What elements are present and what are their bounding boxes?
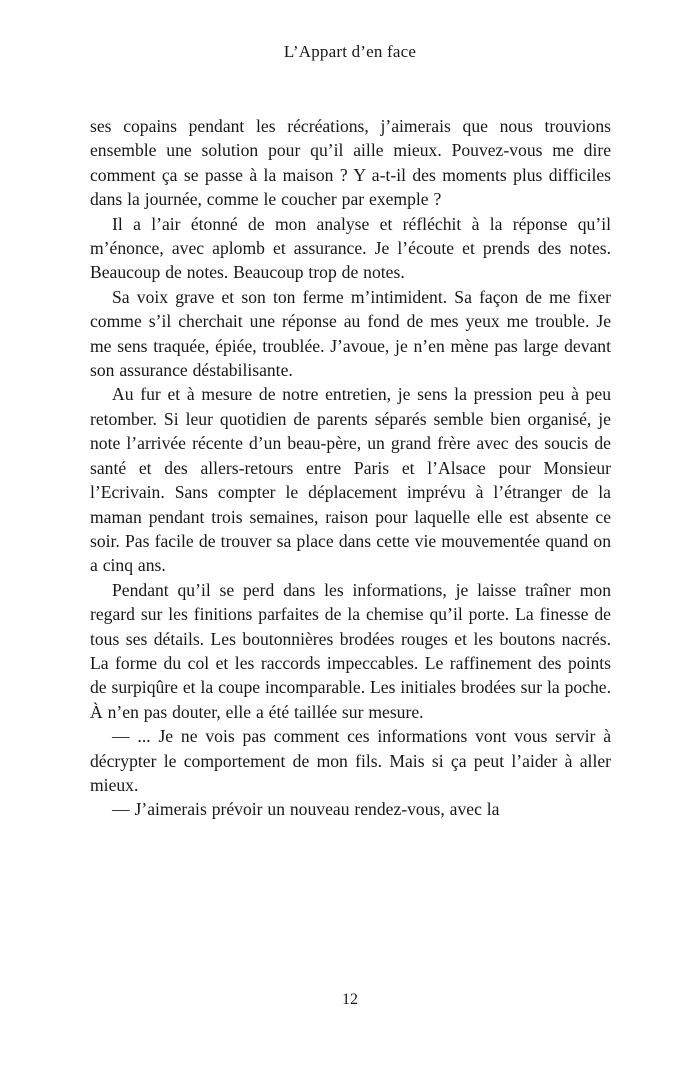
paragraph: Sa voix grave et son ton ferme m’intimident. Sa façon de me fixer comme s’il cherchait une réponse au fond de mes yeux me trouble. Je me sens traquée, épiée, troublée. J’avoue, je n’en mène pas large devant son assurance déstabilisante. (90, 286, 611, 381)
paragraph: Il a l’air étonné de mon analyse et réfléchit à la réponse qu’il m’énonce, avec aplomb et assurance. Je l’écoute et prends des notes. Beaucoup de notes. Beaucoup trop de notes. (90, 213, 611, 283)
paragraph-dialogue: — ... Je ne vois pas comment ces informations vont vous servir à décrypter le comportement de mon fils. Mais si ça peut l’aider à aller mieux. (90, 726, 611, 795)
paragraph: Pendant qu’il se perd dans les informations, je laisse traîner mon regard sur les finitions parfaites de la chemise qu’il porte. La finesse de tous ses détails. Les boutonnières brodées rouges et les boutons nacrés. La forme du col et les raccords impeccables. Le raffinement des points de surpiqûre et la coupe incomparable. Les initiales brodées sur la poche. À n’en pas douter, elle a été taillée sur mesure. (90, 579, 611, 722)
running-header-title: L’Appart d’en face (283, 42, 417, 61)
paragraph-continuation: ses copains pendant les récréations, j’aimerais que nous trouvions ensemble une solution pour qu’il aille mieux. Pouvez-vous me dire comment ça se passe à la maison ? Y a-t-il des moments plus difficiles dans la journée, comme le coucher par exemple ? (90, 116, 611, 210)
paragraph-dialogue: — J’aimerais prévoir un nouveau rendez-vous, avec la (112, 799, 500, 820)
paragraph: Au fur et à mesure de notre entretien, je sens la pression peu à peu retomber. Si leur quotidien de parents séparés semble bien organisé, je note l’arrivée récente d’un beau-père, un grand frère avec des soucis de santé et des allers-retours entre Paris et l’Alsace pour Monsieur l’Ecrivain. Sans compter le déplacement imprévu à l’étranger de la maman pendant trois semaines, raison pour laquelle elle est absente ce soir. Pas facile de trouver sa place dans cette vie mouvementée quand on a cinq ans. (90, 384, 611, 576)
page-number: 12 (342, 991, 358, 1008)
page-text-block (90, 114, 611, 822)
